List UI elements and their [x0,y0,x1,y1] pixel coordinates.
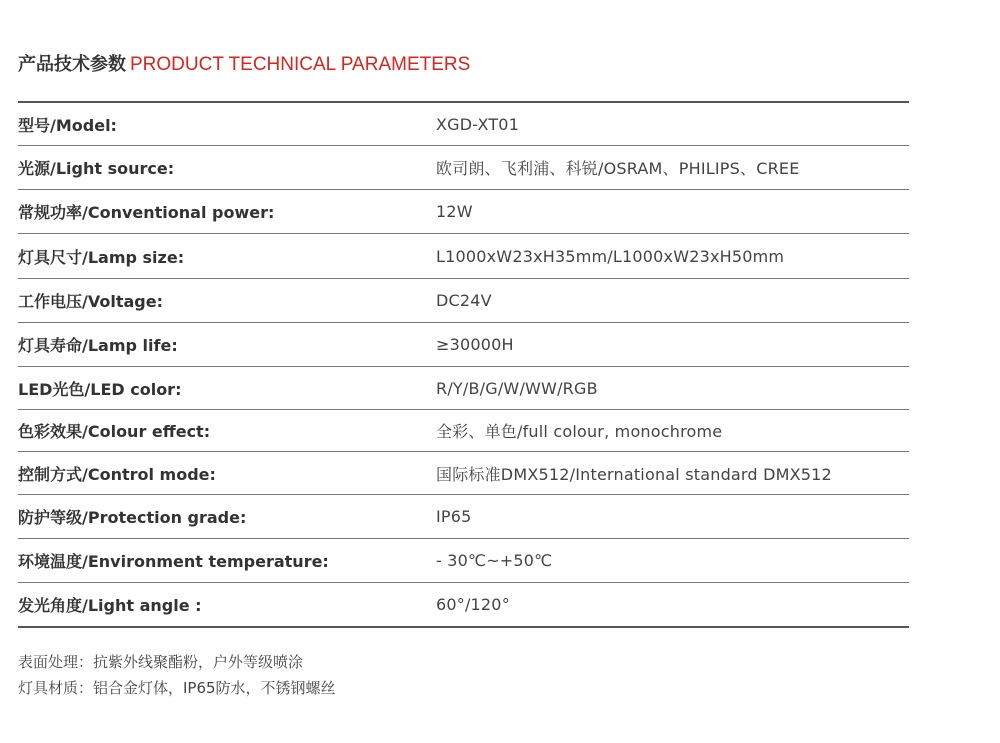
param-value: IP65 [436,507,472,526]
note-surface-treatment: 表面处理：抗紫外线聚酯粉，户外等级喷涂 [18,653,304,671]
title-english: PRODUCT TECHNICAL PARAMETERS [130,54,471,75]
param-label: 光源/Light source: [18,159,175,178]
param-row-control-mode [18,452,909,495]
param-value: - 30℃~+50℃ [436,551,553,570]
notes-section [18,649,336,701]
param-label: 控制方式/Control mode: [18,464,216,484]
param-row-model [18,103,909,146]
param-value: XGD-XT01 [436,114,520,134]
param-row-light-source [18,146,909,190]
param-row-light-angle [18,583,909,628]
param-row-protection-grade [18,495,909,539]
param-label: 色彩效果/Colour effect: [18,422,211,441]
param-row-voltage [18,279,909,323]
param-label: 灯具寿命/Lamp life: [18,336,178,355]
param-row-environment-temperature [18,539,909,583]
parameters-table [18,101,909,628]
param-value: R/Y/B/G/W/WW/RGB [436,378,598,398]
param-value: 12W [436,202,473,221]
param-label: LED光色/LED color: [18,379,182,399]
note-lamp-material: 灯具材质：铝合金灯体，IP65防水，不锈钢螺丝 [18,679,336,697]
param-label: 常规功率/Conventional power: [18,203,275,222]
param-row-lamp-size [18,234,909,279]
param-value: DC24V [436,291,492,310]
param-row-lamp-life [18,323,909,367]
param-label: 环境温度/Environment temperature: [18,552,329,571]
param-value: 国际标准DMX512/International standard DMX512 [436,464,832,484]
param-value: 欧司朗、飞利浦、科锐/OSRAM、PHILIPS、CREE [436,159,800,178]
param-label: 发光角度/Light angle : [18,596,202,615]
param-value: ≥30000H [436,335,514,354]
param-label: 工作电压/Voltage: [18,292,163,311]
param-value: 全彩、单色/full colour, monochrome [436,422,723,441]
param-value: L1000xW23xH35mm/L1000xW23xH50mm [436,246,785,266]
param-row-colour-effect [18,410,909,452]
param-label: 型号/Model: [18,115,117,135]
param-label: 防护等级/Protection grade: [18,508,247,527]
param-label: 灯具尺寸/Lamp size: [18,247,185,267]
title-chinese: 产品技术参数 [18,54,126,75]
param-value: 60°/120° [436,595,510,614]
page-title [18,52,470,78]
param-row-power [18,190,909,234]
param-row-led-color [18,367,909,410]
